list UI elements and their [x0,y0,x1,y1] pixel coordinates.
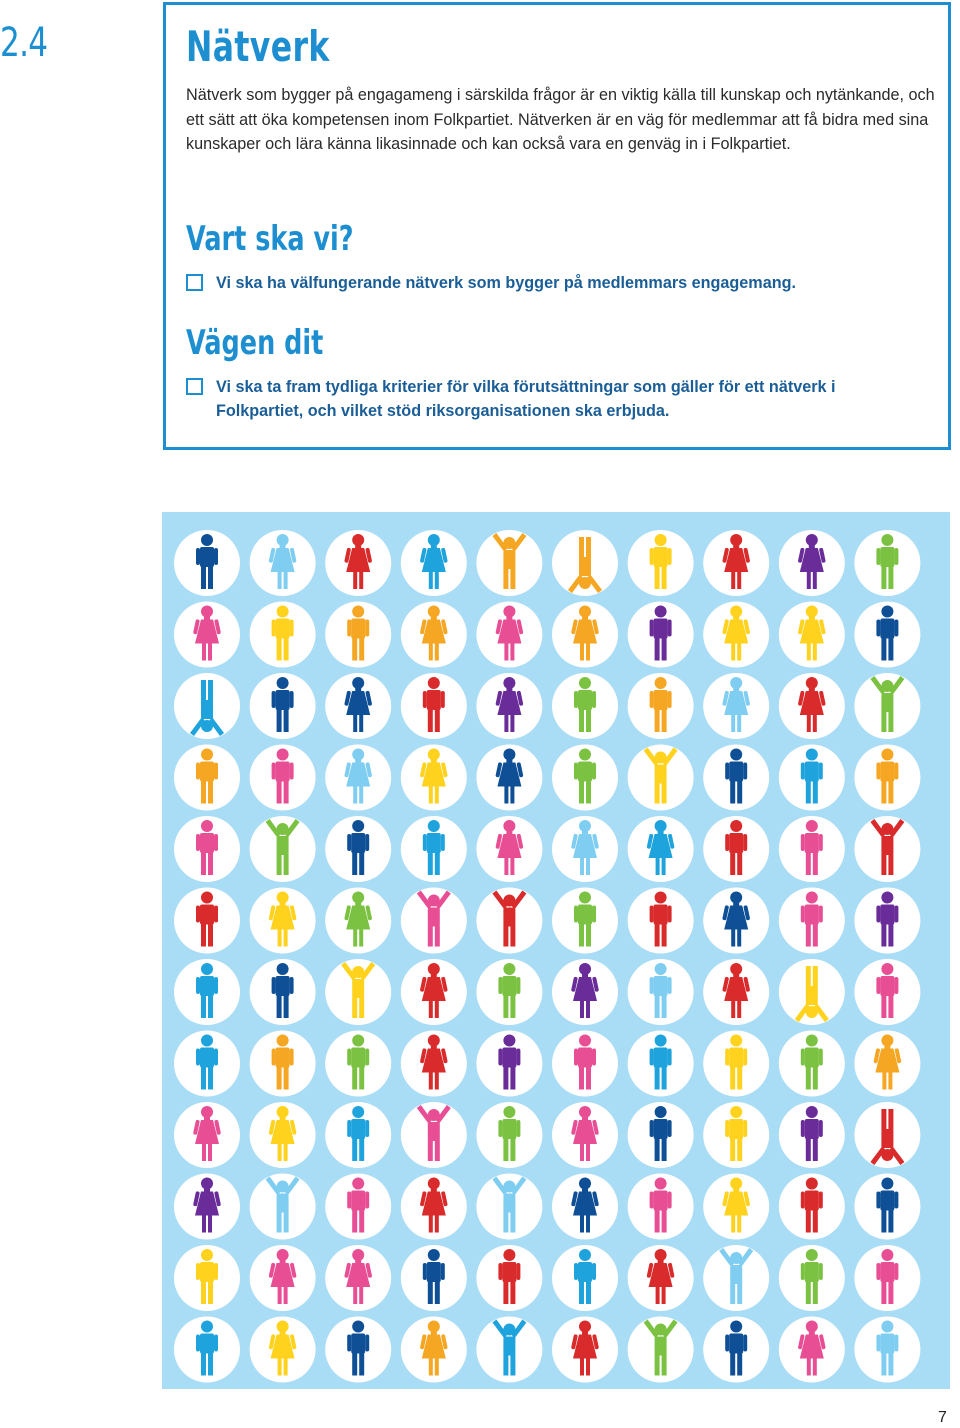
person-figure-cell [703,816,769,882]
person-figure-cell [703,673,769,739]
person-figure-cell [552,1174,618,1240]
person-figure-cell [476,602,542,668]
person-figure-cell [703,959,769,1025]
person-figure-cell [250,1102,316,1168]
person-figure-cell [779,602,845,668]
person-figure-cell [174,530,240,596]
person-figure-cell [779,1317,845,1383]
person-figure-cell [250,1317,316,1383]
person-figure-cell [476,1102,542,1168]
goal-item-text: Vi ska ha välfungerande nätverk som bygger på medlemmars engagemang. [216,274,796,292]
person-figure-cell [401,1245,467,1311]
person-figure-cell [174,673,240,739]
person-figure-cell [854,1174,920,1240]
person-figure-cell [779,530,845,596]
person-figure-cell [401,888,467,954]
person-figure-cell [703,1031,769,1097]
person-figure-cell [779,888,845,954]
person-figure-cell [325,1245,391,1311]
content-box [163,2,951,450]
person-figure-cell [703,1102,769,1168]
person-figure-cell [174,1102,240,1168]
person-figure-cell [854,530,920,596]
person-figure-cell [628,673,694,739]
person-figure-cell [174,888,240,954]
person-figure-cell [325,1174,391,1240]
person-figure-cell [476,1245,542,1311]
section-number: 2.4 [0,20,48,66]
person-figure-cell [401,673,467,739]
person-figure-cell [476,1317,542,1383]
checkbox-icon [186,378,203,395]
person-figure-cell [325,1317,391,1383]
person-figure-cell [476,959,542,1025]
person-figure-cell [552,1102,618,1168]
person-figure-cell [628,602,694,668]
person-figure-cell [552,959,618,1025]
person-figure-cell [325,888,391,954]
person-figure-cell [476,816,542,882]
person-figure-cell [854,602,920,668]
person-figure-cell [628,1031,694,1097]
person-figure-cell [250,888,316,954]
person-figure-cell [401,816,467,882]
way-heading: Vägen dit [186,323,324,363]
person-figure-cell [476,673,542,739]
person-figure-cell [174,959,240,1025]
person-figure-cell [552,530,618,596]
person-figure-cell [174,602,240,668]
person-figure-cell [552,888,618,954]
person-figure-cell [250,959,316,1025]
checkbox-icon [186,274,203,291]
page-number: 7 [938,1409,947,1426]
person-figure-cell [854,673,920,739]
person-figure-cell [401,959,467,1025]
person-figure-cell [325,1102,391,1168]
person-figure-cell [703,1174,769,1240]
person-figure-cell [476,745,542,811]
person-figure-cell [779,745,845,811]
person-figure-cell [476,1174,542,1240]
person-figure-cell [325,602,391,668]
person-figure-cell [325,745,391,811]
person-figure-cell [628,959,694,1025]
person-figure-cell [854,816,920,882]
person-figure-cell [325,530,391,596]
person-figure-cell [476,1031,542,1097]
person-figure-cell [779,816,845,882]
person-figure-cell [703,1317,769,1383]
person-figure-cell [703,1245,769,1311]
person-figure-cell [174,1031,240,1097]
person-figure-cell [628,1317,694,1383]
person-figure-cell [552,816,618,882]
person-figure-cell [552,602,618,668]
person-figure-cell [250,816,316,882]
page-title: Nätverk [186,22,330,71]
person-figure-cell [628,1174,694,1240]
person-figure-cell [854,745,920,811]
person-figure-cell [476,530,542,596]
person-figure-cell [174,1174,240,1240]
way-item-text: Vi ska ta fram tydliga kriterier för vilka förutsättningar som gäller för ett nätverk i Folkpartiet, och vilket stöd riksorganisationen ska erbjuda. [216,378,836,420]
person-figure-cell [854,1102,920,1168]
person-figure-cell [250,1245,316,1311]
person-figure-cell [552,1317,618,1383]
person-figure-cell [854,1317,920,1383]
intro-text: Nätverk som bygger på engagameng i särskilda frågor är en viktig källa till kunskap och nytänkande, och ett sätt att öka kompetensen inom Folkpartiet. Nätverken är en väg för medlemmar att få bidra med sina kunskaper och lära känna likasinnade och kan också vara en genväg in i Folkpartiet. [186,86,935,153]
person-figure-cell [779,1174,845,1240]
person-figure-cell [476,888,542,954]
person-figure-cell [703,602,769,668]
person-figure-cell [250,673,316,739]
person-figure-cell [779,673,845,739]
person-figure-cell [703,530,769,596]
person-figure-cell [854,1031,920,1097]
person-figure-cell [174,1317,240,1383]
person-figure-cell [250,1031,316,1097]
person-figure-cell [628,745,694,811]
person-figure-cell [779,1031,845,1097]
person-figure-cell [174,1245,240,1311]
person-figure-cell [703,745,769,811]
person-figure-cell [628,816,694,882]
person-figure-cell [552,1031,618,1097]
person-figure-cell [174,745,240,811]
person-figure-cell [401,1174,467,1240]
person-figure-cell [401,745,467,811]
person-figure-cell [628,1102,694,1168]
person-figure-cell [628,888,694,954]
goal-list-item [186,271,926,295]
person-figure-cell [628,530,694,596]
people-grid-svg [162,512,950,1389]
person-figure-cell [250,1174,316,1240]
person-figure-cell [401,602,467,668]
person-figure-cell [401,1317,467,1383]
person-figure-cell [401,1102,467,1168]
person-figure-cell [779,959,845,1025]
person-figure-cell [552,1245,618,1311]
person-figure-cell [854,959,920,1025]
person-figure-cell [325,1031,391,1097]
person-figure-cell [401,1031,467,1097]
person-figure-cell [250,602,316,668]
way-list-item [186,375,926,423]
person-figure-cell [401,530,467,596]
person-figure-cell [628,1245,694,1311]
person-figure-cell [174,816,240,882]
person-figure-cell [325,816,391,882]
person-figure-cell [325,959,391,1025]
person-figure-cell [250,530,316,596]
person-figure-cell [325,673,391,739]
people-figure-grid [162,512,950,1389]
goal-heading: Vart ska vi? [186,219,354,259]
person-figure-cell [552,745,618,811]
person-figure-cell [552,673,618,739]
person-figure-cell [854,1245,920,1311]
person-figure-cell [779,1245,845,1311]
person-figure-cell [779,1102,845,1168]
person-figure-cell [854,888,920,954]
person-figure-cell [250,745,316,811]
person-figure-cell [703,888,769,954]
